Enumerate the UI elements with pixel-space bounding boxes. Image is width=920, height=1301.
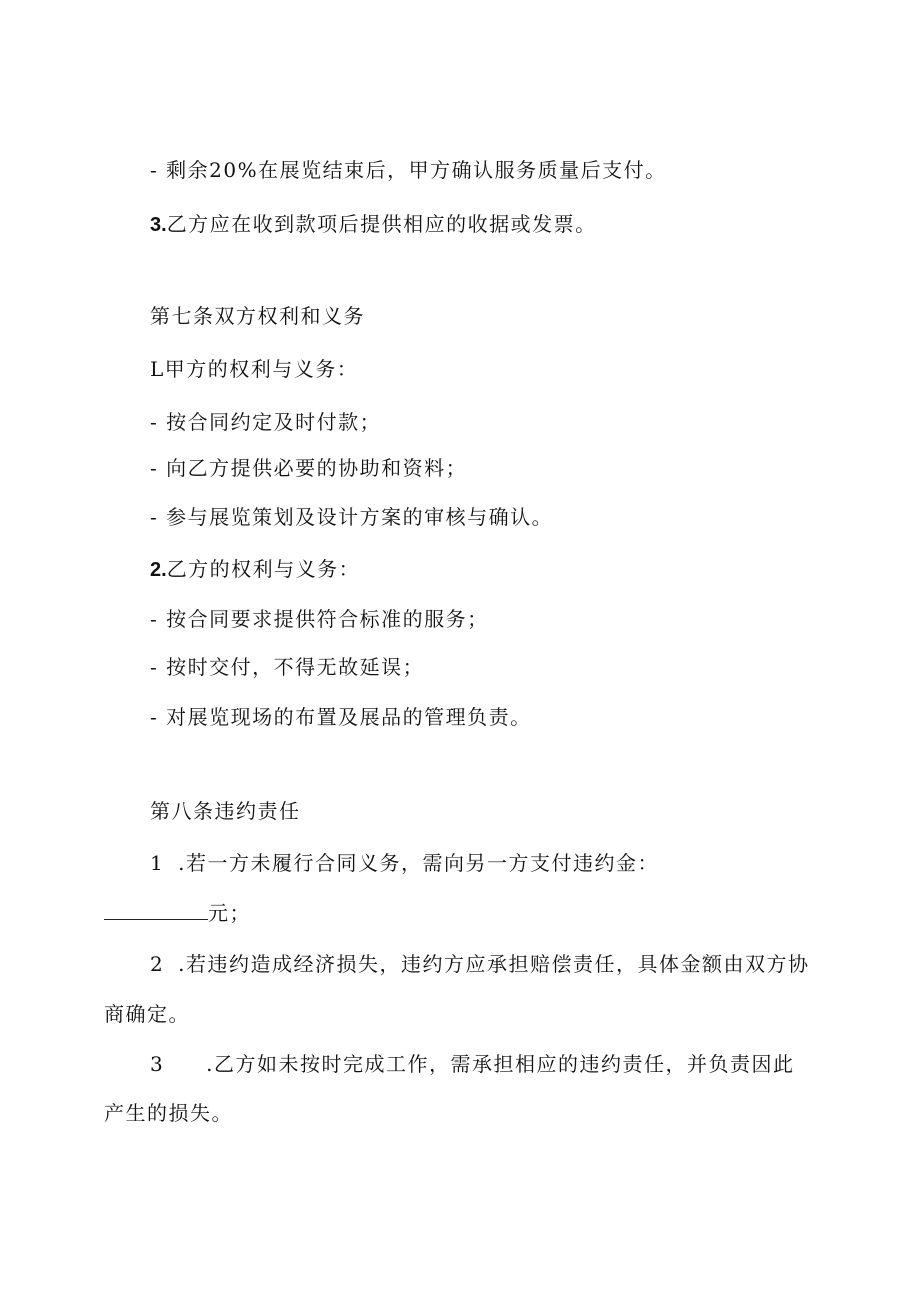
clause-7-item-2-number: 2.: [150, 559, 167, 581]
clause-8-item-1-amount: [104, 900, 251, 926]
clause-7-party-b-duty-3-text: - 对展览现场的布置及展品的管理负责。: [150, 705, 532, 729]
clause-6-item-3-text: 乙方应在收到款项后提供相应的收据或发票。: [166, 212, 597, 236]
clause-8-item-3-text: .乙方如未按时完成工作，需承担相应的违约责任，并负责因此: [206, 1052, 795, 1076]
clause-7-item-1-text: L甲方的权利与义务：: [150, 357, 359, 381]
amount-blank-line: [104, 901, 208, 920]
clause-8-item-2-number: 2: [150, 952, 165, 976]
clause-8-item-2-text: .若违约造成经济损失，违约方应承担赔偿责任，具体金额由双方协: [178, 952, 810, 976]
clause-7-party-b-duty-2-text: - 按时交付，不得无故延误；: [150, 655, 425, 679]
clause-8-item-1-number: 1: [150, 851, 165, 875]
clause-8-item-3-continued-text: 产生的损失。: [104, 1101, 233, 1125]
clause-8-item-3-continued: [104, 1100, 233, 1126]
clause-7-party-a-duty-3-text: - 参与展览策划及设计方案的审核与确认。: [150, 505, 554, 529]
clause-8-item-2: [150, 951, 809, 977]
clause-8-heading: [150, 798, 301, 824]
clause-7-party-a-duty-3: [150, 504, 553, 530]
clause-7-party-b-duty-3: [150, 704, 532, 730]
clause-8-item-1: [150, 850, 659, 876]
clause-6-item-remaining-20-text: - 剩余20%在展览结束后，甲方确认服务质量后支付。: [150, 158, 667, 182]
clause-8-item-2-continued-text: 商确定。: [104, 1002, 190, 1026]
clause-6-item-3: [150, 211, 597, 238]
clause-7-heading: [150, 303, 365, 329]
clause-8-item-3-number: 3: [150, 1052, 165, 1076]
clause-7-party-b-duty-1: [150, 606, 489, 632]
clause-7-party-a-duty-2: [150, 455, 467, 481]
clause-6-item-remaining-20: [150, 157, 667, 183]
clause-8-heading-text: 第八条违约责任: [150, 799, 301, 823]
clause-7-item-1: [150, 356, 358, 382]
clause-7-heading-text: 第七条双方权利和义务: [150, 304, 365, 328]
clause-8-item-2-continued: [104, 1001, 190, 1027]
amount-unit: 元；: [208, 901, 251, 925]
clause-6-item-3-number: 3.: [150, 214, 167, 236]
clause-8-item-3: [150, 1051, 794, 1077]
clause-7-item-2-text: 乙方的权利与义务：: [166, 557, 361, 581]
clause-7-party-a-duty-1: [150, 409, 381, 435]
clause-7-party-b-duty-1-text: - 按合同要求提供符合标准的服务；: [150, 607, 489, 631]
clause-7-party-a-duty-1-text: - 按合同约定及时付款；: [150, 410, 382, 434]
clause-7-item-2: [150, 556, 360, 583]
clause-7-party-b-duty-2: [150, 654, 424, 680]
clause-7-party-a-duty-2-text: - 向乙方提供必要的协助和资料；: [150, 456, 468, 480]
clause-8-item-1-text: .若一方未履行合同义务，需向另一方支付违约金：: [178, 851, 659, 875]
